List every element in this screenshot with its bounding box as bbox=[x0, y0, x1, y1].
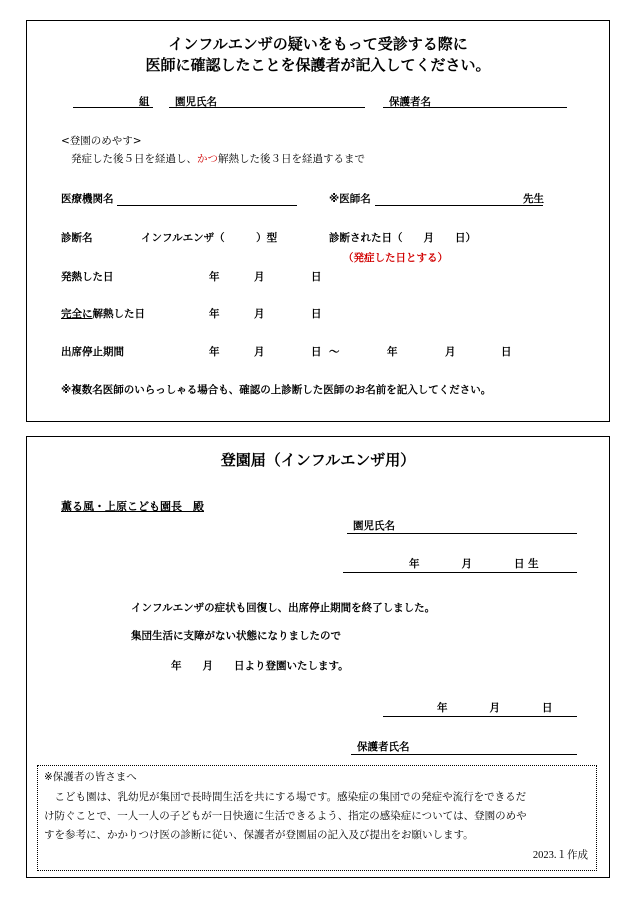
class-label: 組 bbox=[139, 96, 150, 108]
guideline-part1: 発症した後５日を経過し、 bbox=[71, 153, 197, 165]
guideline-red: かつ bbox=[197, 153, 218, 165]
onset-label: 発熱した日 bbox=[61, 271, 114, 283]
condition-line: 集団生活に支障がない状態になりましたので bbox=[131, 630, 341, 642]
fever-free-month[interactable]: 月 bbox=[254, 308, 265, 320]
submission-date[interactable]: 年 月 日 bbox=[437, 702, 553, 714]
suspension-end-day[interactable]: 日 bbox=[501, 346, 512, 358]
notice-body-1: こども園は、乳幼児が集団で長時間生活を共にする場です。感染症の集団での発症や流行をできるだ bbox=[44, 791, 527, 803]
notice-heading: ※保護者の皆さまへ bbox=[44, 771, 137, 783]
fever-free-day[interactable]: 日 bbox=[311, 308, 322, 320]
return-notice-form bbox=[26, 436, 610, 878]
guideline-text bbox=[71, 154, 365, 165]
suspension-start-day[interactable]: 日 bbox=[311, 346, 322, 358]
guardian-signature-field[interactable] bbox=[351, 754, 577, 755]
recovery-line: インフルエンザの症状も回復し、出席停止期間を終了しました。 bbox=[131, 602, 436, 614]
child-name-label-2: 園児氏名 bbox=[353, 520, 395, 532]
fever-free-rest: 解熱した日 bbox=[92, 308, 145, 320]
child-name-label: 園児氏名 bbox=[175, 96, 217, 108]
return-form-title: 登園届（インフルエンザ用） bbox=[220, 451, 416, 469]
guideline-part2: 解熱した後３日を経過するまで bbox=[218, 153, 365, 165]
suspension-start-year[interactable]: 年 bbox=[209, 346, 220, 358]
doctor-field[interactable] bbox=[375, 205, 543, 206]
birth-date-line bbox=[343, 572, 577, 573]
doctor-suffix: 先生 bbox=[523, 193, 544, 205]
diagnosis-label: 診断名 bbox=[61, 232, 93, 244]
clinic-label: 医療機関名 bbox=[61, 193, 114, 205]
range-separator: ～ bbox=[329, 346, 340, 358]
guardian-name-label: 保護者名 bbox=[389, 96, 431, 108]
fever-free-year[interactable]: 年 bbox=[209, 308, 220, 320]
child-name-field-2[interactable] bbox=[347, 533, 577, 534]
suspension-start-month[interactable]: 月 bbox=[254, 346, 265, 358]
doctor-label: ※医師名 bbox=[329, 193, 371, 205]
guardian-notice bbox=[37, 765, 597, 871]
suspension-end-month[interactable]: 月 bbox=[445, 346, 456, 358]
diagnosed-label[interactable]: 診断された日（ 月 日） bbox=[329, 232, 476, 244]
notice-body-3: すを参考に、かかりつけ医の診断に従い、保護者が登園届の記入及び提出をお願いします。 bbox=[44, 829, 474, 841]
onset-year[interactable]: 年 bbox=[209, 271, 220, 283]
addressee: 薫る風・上原こども園長 殿 bbox=[61, 500, 204, 513]
guideline-heading: <登園のめやす> bbox=[61, 135, 142, 147]
fever-free-emphasis: 完全に bbox=[61, 308, 93, 320]
created-date: 2023.１作成 bbox=[532, 850, 588, 861]
submission-date-line bbox=[383, 716, 577, 717]
return-date-line[interactable]: 年 月 日より登園いたします。 bbox=[171, 660, 349, 672]
suspension-end-year[interactable]: 年 bbox=[387, 346, 398, 358]
diagnosis-value[interactable]: インフルエンザ（ ）型 bbox=[141, 232, 278, 244]
form-title-line1: インフルエンザの疑いをもって受診する際に bbox=[168, 35, 468, 53]
diagnosed-note: （発症した日とする） bbox=[343, 252, 448, 264]
birth-date[interactable]: 年 月 日 生 bbox=[409, 558, 539, 570]
fever-free-label bbox=[61, 309, 145, 320]
notice-body-2: け防ぐことで、一人一人の子どもが一日快適に生活できるよう、指定の感染症については、登園のめや bbox=[44, 810, 527, 822]
guardian-signature-label: 保護者氏名 bbox=[357, 741, 410, 753]
footer-note: ※複数名医師のいらっしゃる場合も、確認の上診断した医師のお名前を記入してください。 bbox=[61, 384, 492, 396]
onset-month[interactable]: 月 bbox=[254, 271, 265, 283]
onset-day[interactable]: 日 bbox=[311, 271, 322, 283]
doctor-confirmation-form bbox=[26, 20, 610, 422]
form-title-line2: 医師に確認したことを保護者が記入してください。 bbox=[145, 56, 491, 74]
suspension-label: 出席停止期間 bbox=[61, 346, 124, 358]
clinic-field[interactable] bbox=[117, 205, 297, 206]
